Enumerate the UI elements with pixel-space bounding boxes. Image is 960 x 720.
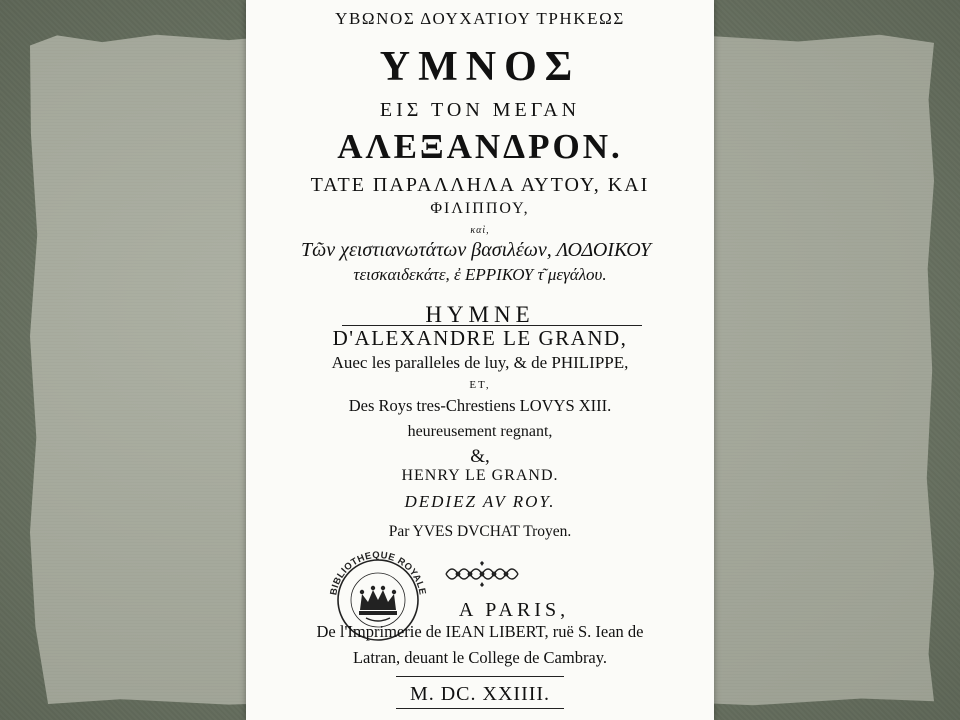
- author-line: Par YVES DVCHAT Troyen.: [388, 523, 572, 540]
- french-parallels-line: Auec les paralleles de luy, & de PHILIPPE,: [331, 353, 629, 372]
- printer-address-line: Latran, deuant le College de Cambray.: [352, 648, 608, 667]
- greek-parallels-line: ΤΑΤΕ ΠΑΡΑΛΛΗΛΑ ΑΥΤΟΥ, ΚΑΙ: [310, 174, 650, 196]
- greek-alexander-title: ΑΛΕΞΑΝΔΡΟΝ.: [337, 127, 623, 166]
- place-line: A PARIS,: [458, 599, 570, 621]
- french-title: HYMNE: [425, 302, 535, 327]
- printer-line: De l'Imprimerie de IEAN LIBERT, ruë S. Iean de: [316, 622, 644, 641]
- publication-date: M. DC. XXIIII.: [409, 683, 551, 705]
- french-alexander-line: D'ALEXANDRE LE GRAND,: [332, 326, 628, 350]
- french-reigning-line: heureusement regnant,: [407, 423, 553, 440]
- dedication-line: DEDIEZ AV ROY.: [404, 492, 556, 511]
- greek-kai-line: καὶ,: [470, 225, 490, 236]
- french-kings-line: Des Roys tres-Chrestiens LOVYS XIII.: [348, 396, 612, 415]
- svg-text:BIBLIOTHEQUE ROYALE: BIBLIOTHEQUE ROYALE: [328, 549, 428, 597]
- greek-author-line: ΥΒΩΝΟΣ ΔΟΥΧΑΤΙΟΥ ΤΡΗΚΕΩΣ: [335, 9, 625, 28]
- french-henry-line: HENRY LE GRAND.: [401, 467, 559, 484]
- fleuron-ornament-icon: [442, 560, 524, 588]
- greek-title: ΥΜΝΟΣ: [379, 44, 581, 90]
- greek-philip-line: ΦΙΛΙΠΠΟΥ,: [430, 200, 530, 217]
- date-rule-top: [396, 676, 564, 677]
- greek-dedication-line: ΕΙΣ ΤΟΝ ΜΕΓΑΝ: [379, 99, 581, 121]
- french-ampersand-line: &,: [470, 446, 490, 467]
- title-page-scan: [246, 0, 714, 720]
- date-rule-bottom: [396, 708, 564, 709]
- french-et-line: ET,: [469, 379, 491, 391]
- greek-henry-line: τεισκαιδεκάτε, ἐ ΕΡΡΙΚΟΥ τ͂ μεγάλου.: [353, 265, 607, 284]
- greek-kings-line: Τῶν χειστιανωτάτων βασιλέων, ΛΟΔΟΙΚΟΥ: [301, 239, 651, 261]
